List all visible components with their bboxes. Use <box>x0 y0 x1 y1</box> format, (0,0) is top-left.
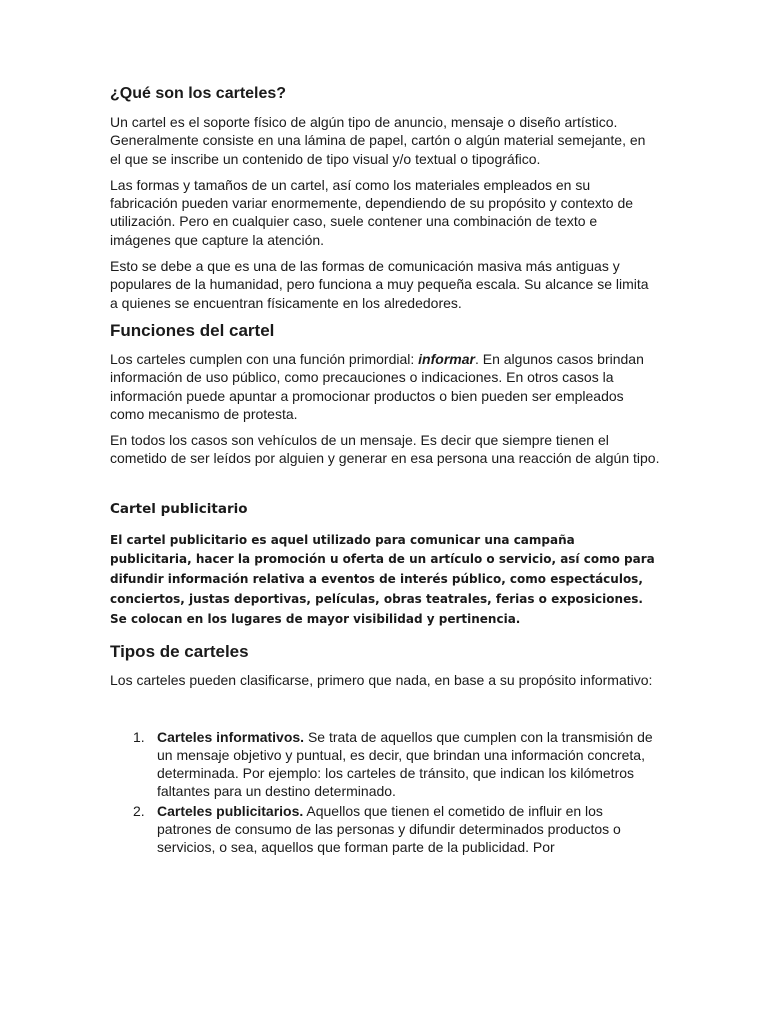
heading-que-son-los-carteles: ¿Qué son los carteles? <box>110 85 287 102</box>
paragraph: En todos los casos son vehículos de un mensaje. Es decir que siempre tienen el cometido de ser leídos por alguien y generar en esa persona una reacción de algún tipo. <box>110 432 660 467</box>
list-item-term: Carteles publicitarios. <box>157 802 304 819</box>
paragraph <box>110 350 660 423</box>
types-list <box>110 728 660 857</box>
paragraph-text: Los carteles cumplen con una función primordial: <box>110 350 419 367</box>
list-item-text: Aquellos que tienen el cometido de influir en los patrones de consumo de las personas y difundir determinados productos o servicios, o sea, aquellos que forman parte de la publicidad. Por <box>157 802 621 856</box>
paragraph: Los carteles pueden clasificarse, primero que nada, en base a su propósito informativo: <box>110 672 653 689</box>
list-item <box>110 802 660 857</box>
heading-tipos-de-carteles: Tipos de carteles <box>110 642 249 662</box>
list-item-term: Carteles informativos. <box>157 728 305 745</box>
heading-funciones-del-cartel: Funciones del cartel <box>110 320 275 340</box>
list-item <box>110 728 660 801</box>
list-number: 2. <box>133 802 145 819</box>
paragraph: Un cartel es el soporte físico de algún tipo de anuncio, mensaje o diseño artístico. Generalmente consiste en una lámina de papel, cartón o algún material semejante, en el que se inscribe un contenido de tipo visual y/o textual o tipográfico. <box>110 114 646 167</box>
heading-cartel-publicitario: Cartel publicitario <box>110 500 248 517</box>
emphasis-informar: informar <box>418 350 475 367</box>
paragraph: Esto se debe a que es una de las formas de comunicación masiva más antiguas y populares de la humanidad, pero funciona a muy pequeña escala. Su alcance se limita a quienes se encuentran físicamente en los alrededores. <box>110 258 649 311</box>
list-number: 1. <box>133 728 145 745</box>
document-body <box>110 84 660 858</box>
list-item-text: Se trata de aquellos que cumplen con la transmisión de un mensaje objetivo y puntual, es decir, que brindan una información concreta, determinada. Por ejemplo: los carteles de tránsito, que indican los kilómetros faltantes para un destino determinado. <box>157 728 653 800</box>
paragraph: Las formas y tamaños de un cartel, así como los materiales empleados en su fabricación pueden variar enormemente, dependiendo de su propósito y contexto de utilización. Pero en cualquier caso, suele contener una combinación de texto e imágenes que capture la atención. <box>110 176 634 248</box>
paragraph-cartel-publicitario: El cartel publicitario es aquel utilizado para comunicar una campaña publicitaria, hacer la promoción u oferta de un artículo o servicio, así como para difundir información relativa a eventos de interés público, como espectáculos, conciertos, justas deportivas, películas, obras teatrales, ferias o exposiciones. Se colocan en los lugares de mayor visibilidad y pertinencia. <box>110 532 655 626</box>
paragraph-text: . En algunos casos brindan información de uso público, como precauciones o indicaciones. En otros casos la información puede apuntar a promocionar productos o bien pueden ser empleados como mecanismo de protesta. <box>110 350 644 422</box>
